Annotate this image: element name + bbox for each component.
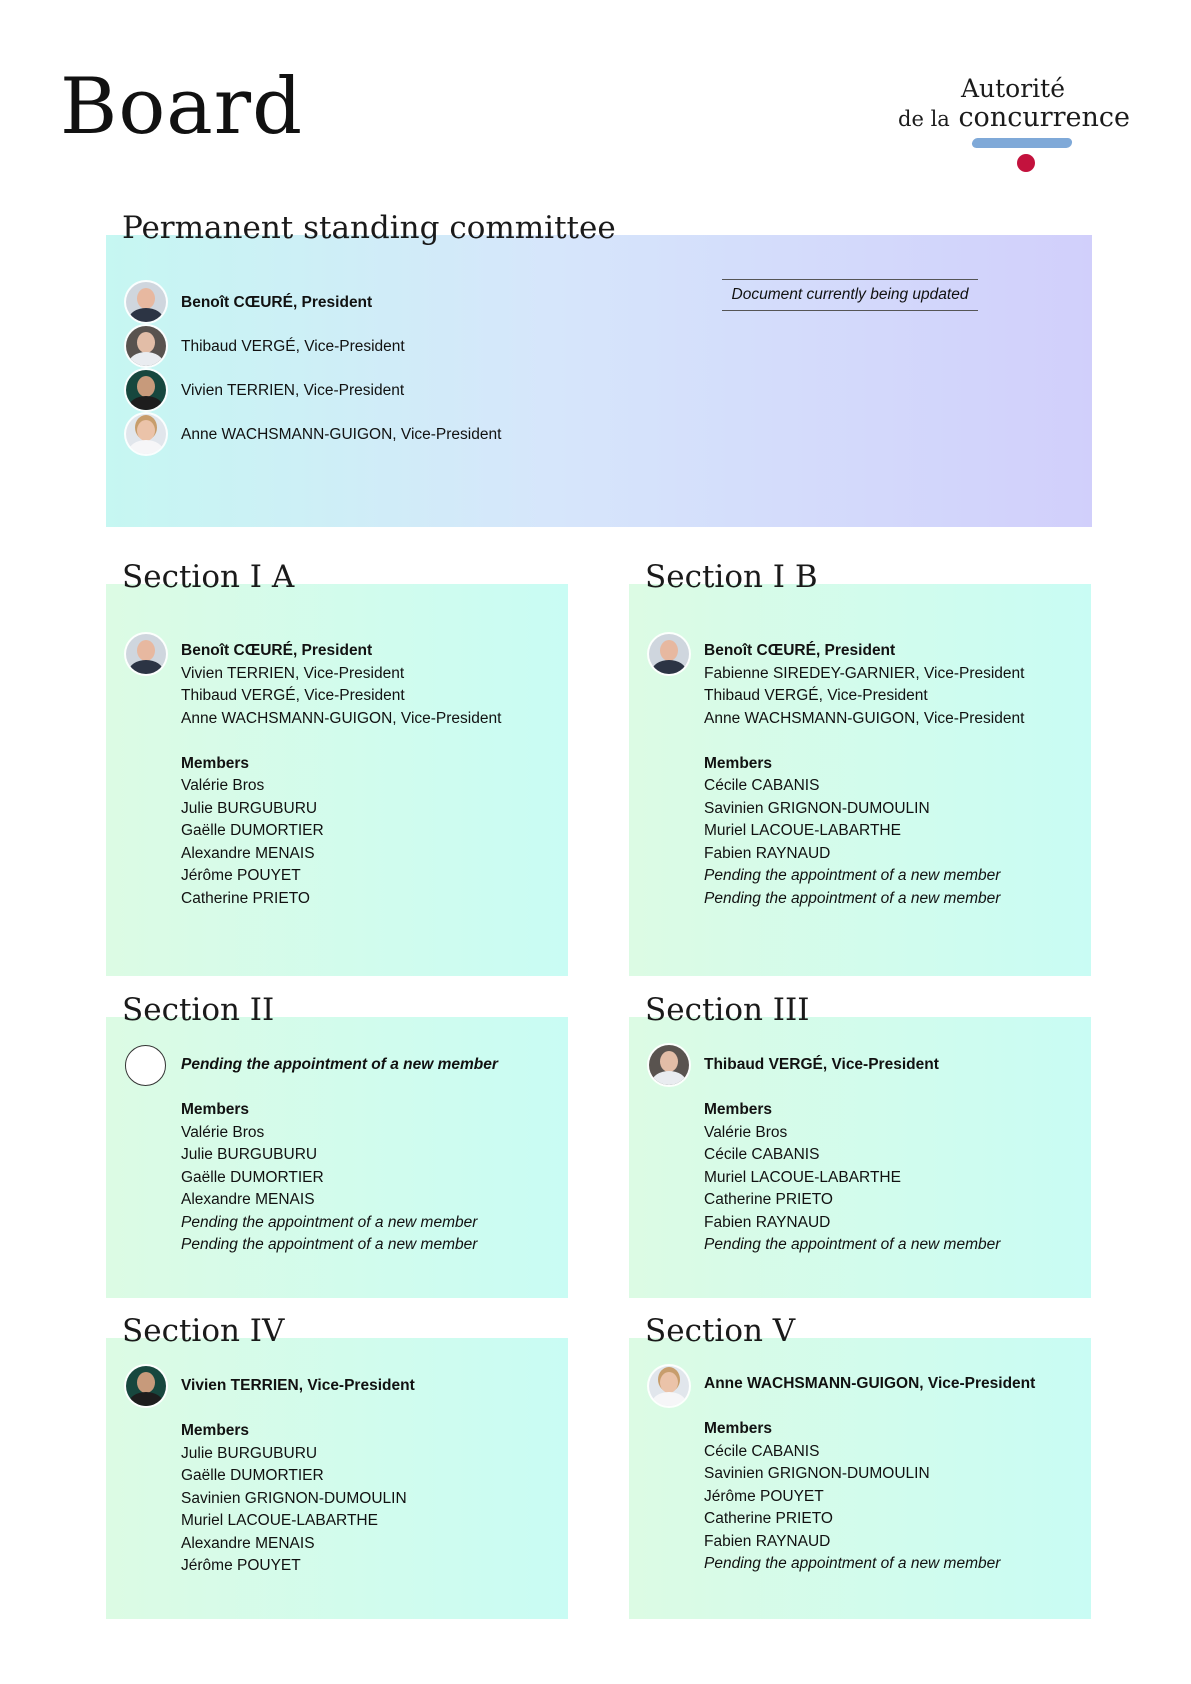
members-label: Members	[704, 1101, 773, 1118]
update-note: Document currently being updated	[722, 279, 978, 311]
member-item: Cécile CABANIS	[704, 777, 820, 794]
committee-member: Anne WACHSMANN-GUIGON, Vice-President	[181, 426, 502, 443]
section-leader: Fabienne SIREDEY-GARNIER, Vice-President	[704, 664, 1025, 682]
committee-member: Thibaud VERGÉ, Vice-President	[181, 338, 405, 355]
logo-line2	[898, 102, 1130, 133]
logo-line2-big: concurrence	[958, 102, 1130, 133]
avatar-verge	[126, 326, 166, 366]
member-item: Julie BURGUBURU	[181, 1146, 318, 1163]
member-item: Cécile CABANIS	[704, 1442, 820, 1460]
members-label: Members	[704, 1420, 773, 1437]
section-list	[181, 1054, 498, 1257]
members-label: Members	[181, 1422, 250, 1439]
members-label: Members	[181, 754, 250, 772]
member-item-pending: Pending the appointment of a new member	[181, 1236, 478, 1253]
member-item: Alexandre MENAIS	[181, 1191, 315, 1208]
section-title: Section V	[645, 1313, 796, 1349]
member-item: Jérôme POUYET	[181, 867, 301, 884]
autorite-logo	[900, 74, 1140, 184]
avatar-verge	[649, 1045, 689, 1085]
member-item: Valérie Bros	[181, 777, 265, 794]
avatar-terrien	[126, 370, 166, 410]
page-title: Board	[60, 62, 303, 152]
section-leader-pending: Pending the appointment of a new member	[181, 1056, 498, 1073]
section-leader: Vivien TERRIEN, Vice-President	[181, 664, 405, 682]
committee-title: Permanent standing committee	[122, 210, 616, 246]
avatar-coeure	[126, 282, 166, 322]
member-item: Muriel LACOUE-LABARTHE	[704, 1168, 901, 1186]
member-item: Catherine PRIETO	[704, 1191, 833, 1208]
section-leader: Vivien TERRIEN, Vice-President	[181, 1377, 415, 1394]
member-item: Alexandre MENAIS	[181, 1534, 315, 1552]
member-item-pending: Pending the appointment of a new member	[704, 1236, 1001, 1253]
section-list	[704, 1054, 1000, 1257]
section-ia	[106, 559, 568, 976]
section-list	[704, 640, 1024, 910]
avatar-wachsmann	[649, 1366, 689, 1406]
member-item: Alexandre MENAIS	[181, 844, 315, 862]
member-item-pending: Pending the appointment of a new member	[704, 1555, 1001, 1572]
member-item: Muriel LACOUE-LABARTHE	[704, 822, 901, 839]
section-ii	[106, 992, 568, 1298]
section-v	[629, 1313, 1091, 1619]
avatar-terrien	[126, 1366, 166, 1406]
member-item-pending: Pending the appointment of a new member	[181, 1213, 478, 1231]
member-item: Fabien RAYNAUD	[704, 844, 831, 862]
committee-member: Benoît CŒURÉ, President	[181, 294, 373, 311]
member-item: Cécile CABANIS	[704, 1146, 820, 1163]
member-item-pending: Pending the appointment of a new member	[704, 889, 1001, 907]
section-title: Section I A	[122, 559, 295, 595]
section-title: Section IV	[122, 1313, 285, 1349]
logo-red-dot	[1017, 154, 1035, 172]
member-item: Gaëlle DUMORTIER	[181, 1467, 324, 1484]
section-ib	[629, 559, 1091, 976]
member-item: Catherine PRIETO	[181, 889, 310, 907]
list-gap	[704, 730, 1024, 753]
section-list	[704, 1373, 1035, 1576]
section-leader: Thibaud VERGÉ, Vice-President	[704, 1056, 939, 1073]
list-gap	[704, 1396, 1035, 1419]
avatar-coeure	[649, 634, 689, 674]
section-leader: Benoît CŒURÉ, President	[704, 642, 896, 659]
member-item: Fabien RAYNAUD	[704, 1213, 831, 1231]
section-iii	[629, 992, 1091, 1298]
member-item: Savinien GRIGNON-DUMOULIN	[704, 1465, 930, 1482]
logo-line1: Autorité	[960, 74, 1065, 103]
section-list	[181, 640, 501, 910]
section-iv	[106, 1313, 568, 1619]
empty-avatar-icon	[125, 1045, 166, 1086]
members-label: Members	[704, 754, 773, 772]
section-leader: Anne WACHSMANN-GUIGON, Vice-President	[181, 709, 502, 727]
section-leader: Benoît CŒURÉ, President	[181, 642, 373, 659]
member-item: Savinien GRIGNON-DUMOULIN	[181, 1489, 407, 1507]
section-leader: Anne WACHSMANN-GUIGON, Vice-President	[704, 709, 1025, 727]
member-item: Valérie Bros	[181, 1123, 265, 1141]
section-leader: Thibaud VERGÉ, Vice-President	[704, 687, 928, 704]
list-gap	[181, 730, 501, 753]
list-gap	[181, 1077, 498, 1100]
member-item: Muriel LACOUE-LABARTHE	[181, 1512, 378, 1529]
section-leader: Anne WACHSMANN-GUIGON, Vice-President	[704, 1375, 1036, 1392]
member-item: Gaëlle DUMORTIER	[181, 1168, 324, 1186]
avatar-coeure	[126, 634, 166, 674]
section-leader: Thibaud VERGÉ, Vice-President	[181, 687, 405, 704]
list-gap	[704, 1077, 1000, 1100]
permanent-standing-committee	[106, 210, 1092, 527]
member-item: Catherine PRIETO	[704, 1510, 833, 1527]
member-item: Valérie Bros	[704, 1123, 788, 1141]
member-item: Julie BURGUBURU	[181, 1444, 318, 1462]
committee-member: Vivien TERRIEN, Vice-President	[181, 382, 405, 399]
section-title: Section I B	[645, 559, 818, 595]
member-item: Fabien RAYNAUD	[704, 1532, 831, 1550]
list-gap	[181, 1398, 415, 1421]
member-item-pending: Pending the appointment of a new member	[704, 867, 1001, 884]
logo-line2-small: de la	[898, 107, 950, 131]
logo-brush-stroke	[971, 138, 1072, 148]
member-item: Jérôme POUYET	[704, 1487, 824, 1505]
member-item: Gaëlle DUMORTIER	[181, 822, 324, 839]
section-title: Section III	[645, 992, 810, 1028]
member-item: Jérôme POUYET	[181, 1557, 301, 1574]
section-title: Section II	[122, 992, 275, 1028]
section-list	[181, 1375, 415, 1578]
avatar-wachsmann	[126, 414, 166, 454]
member-item: Savinien GRIGNON-DUMOULIN	[704, 799, 930, 817]
members-label: Members	[181, 1101, 250, 1118]
member-item: Julie BURGUBURU	[181, 799, 318, 817]
